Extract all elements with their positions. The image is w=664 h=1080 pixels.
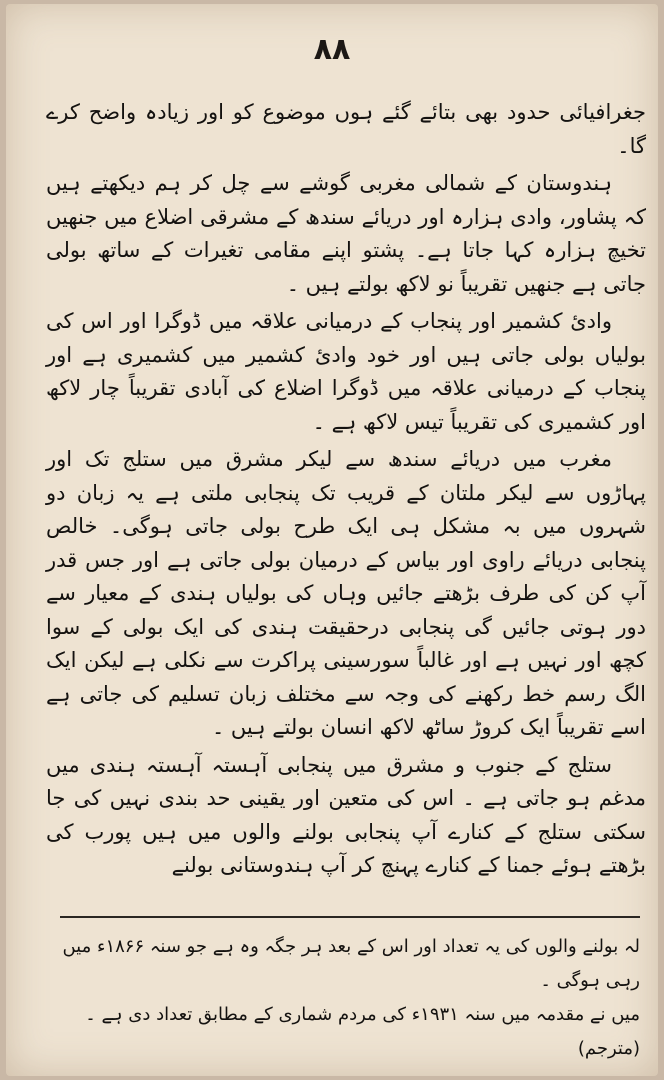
paragraph: ستلج کے جنوب و مشرق میں پنجابی آہستہ آہستہ ہندی میں مدغم ہو جاتی ہے ۔ اس کی متعین اور یقینی حد بندی نہیں کی جا سکتی ستلج کے کنارے آپ پنجابی بولنے والوں میں ہیں پورب کی بڑھتے ہوئے جمنا کے کنارے پہنچ کر آپ ہندوستانی بولنے	[46, 752, 646, 877]
paragraph: ہندوستان کے شمالی مغربی گوشے سے چل کر ہم دیکھتے ہیں کہ پشاور، وادی ہزارہ اور دریائے سندھ کے مشرقی اضلاع میں جنھیں تخیچ ہزارہ کہا جاتا ہے۔ پشتو اپنے مقامی تغیرات کے ساتھ بولی جاتی ہے جنھیں تقریباً نو لاکھ بولتے ہیں ۔	[46, 171, 646, 296]
paragraph: مغرب میں دریائے سندھ سے لیکر مشرق میں ستلج تک اور پہاڑوں سے لیکر ملتان کے قریب تک پنجابی ملتی ہے یہ زبان دو شہروں میں بہ مشکل ہی ایک طرح بولی جاتی ہوگی۔ خالص پنجابی دریائے راوی اور بیاس کے درمیان بولی جاتی ہے اور جس قدر آپ کن کی طرف بڑھتے جائیں وہاں کی بولیاں ہندی کے معیار سے دور ہوتی جائیں گی پنجابی درحقیقت ہندی کی ایک بولی کے سوا کچھ اور نہیں ہے اور غالباً سورسینی پراکرت سے نکلی ہے لیکن ایک الگ رسم خط رکھنے کی وجہ سے مختلف زبان تسلیم کی جاتی ہے اسے تقریباً ایک کروڑ ساٹھ لاکھ انسان بولتے ہیں ۔	[46, 447, 646, 739]
book-page	[6, 4, 658, 1076]
page-number: ۸۸	[313, 32, 351, 67]
paragraph: وادئ کشمیر اور پنجاب کے درمیانی علاقہ میں ڈوگرا اور اس کی بولیاں بولی جاتی ہیں اور خود وادئ کشمیر میں کشمیری ہے اور پنجاب کے درمیانی علاقہ میں ڈوگرا اضلاع کی آبادی تقریباً چار لاکھ اور کشمیری کی تقریباً تیس لاکھ ہے ۔	[46, 309, 646, 434]
body-text	[46, 96, 646, 883]
footnote-divider	[60, 916, 640, 918]
footnote: لہ بولنے والوں کی یہ تعداد اور اس کے بعد ہر جگہ وہ ہے جو سنہ ۱۸۶۶ء میں رہی ہوگی ۔	[62, 936, 640, 991]
footnote: میں نے مقدمہ میں سنہ ۱۹۳۱ء کی مردم شماری کے مطابق تعداد دی ہے ۔ (مترجم)	[85, 1004, 640, 1059]
paragraph: جغرافیائی حدود بھی بتائے گئے ہوں موضوع کو اور زیادہ واضح کرے گا۔	[46, 100, 646, 158]
footnotes	[62, 930, 640, 1066]
